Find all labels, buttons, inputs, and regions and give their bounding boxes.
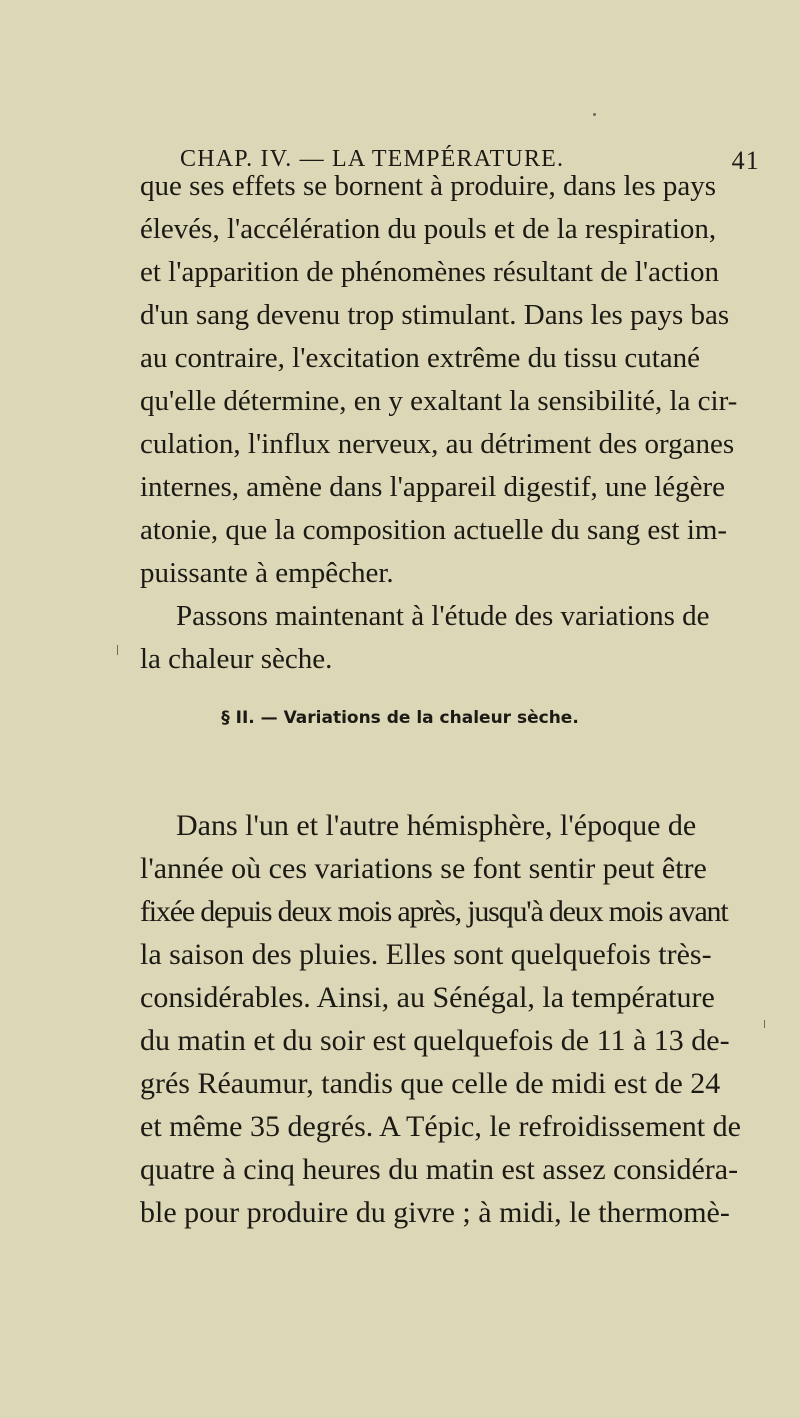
page-number: 41 xyxy=(731,146,760,175)
text-line: puissante à empêcher. xyxy=(140,557,394,589)
text-line: Passons maintenant à l'étude des variations de xyxy=(176,600,710,632)
text-line: ble pour produire du givre ; à midi, le thermomè- xyxy=(140,1196,730,1229)
text-line: la saison des pluies. Elles sont quelquefois très- xyxy=(140,938,712,971)
text-line: qu'elle détermine, en y exaltant la sensibilité, la cir- xyxy=(140,385,738,417)
text-line: culation, l'influx nerveux, au détriment des organes xyxy=(140,428,735,460)
ink-speck xyxy=(593,113,596,116)
text-line: du matin et du soir est quelquefois de 11 à 13 de- xyxy=(140,1024,730,1057)
text-line: quatre à cinq heures du matin est assez considéra- xyxy=(140,1153,739,1186)
text-line: d'un sang devenu trop stimulant. Dans les pays bas xyxy=(140,299,730,331)
text-line: fixée depuis deux mois après, jusqu'à deux mois avant xyxy=(140,895,728,928)
text-line: considérables. Ainsi, au Sénégal, la température xyxy=(140,981,715,1014)
text-line: au contraire, l'excitation extrême du tissu cutané xyxy=(140,342,701,374)
text-line: la chaleur sèche. xyxy=(140,643,333,675)
text-line: et l'apparition de phénomènes résultant de l'action xyxy=(140,256,719,288)
ink-speck xyxy=(764,1020,765,1028)
text-line: que ses effets se bornent à produire, dans les pays xyxy=(140,170,717,202)
text-line: l'année où ces variations se font sentir peut être xyxy=(140,852,707,885)
ink-speck xyxy=(117,645,118,655)
text-line: grés Réaumur, tandis que celle de midi est de 24 xyxy=(140,1067,721,1100)
text-line: et même 35 degrés. A Tépic, le refroidissement de xyxy=(140,1110,741,1143)
section-heading: § II. — Variations de la chaleur sèche. xyxy=(221,708,579,728)
text-line: élevés, l'accélération du pouls et de la respiration, xyxy=(140,213,717,245)
text-line: atonie, que la composition actuelle du sang est im- xyxy=(140,514,728,546)
chapter-title: CHAP. IV. — LA TEMPÉRATURE. xyxy=(180,146,565,172)
text-line: Dans l'un et l'autre hémisphère, l'époque de xyxy=(176,809,697,842)
text-line: internes, amène dans l'appareil digestif, une légère xyxy=(140,471,725,503)
